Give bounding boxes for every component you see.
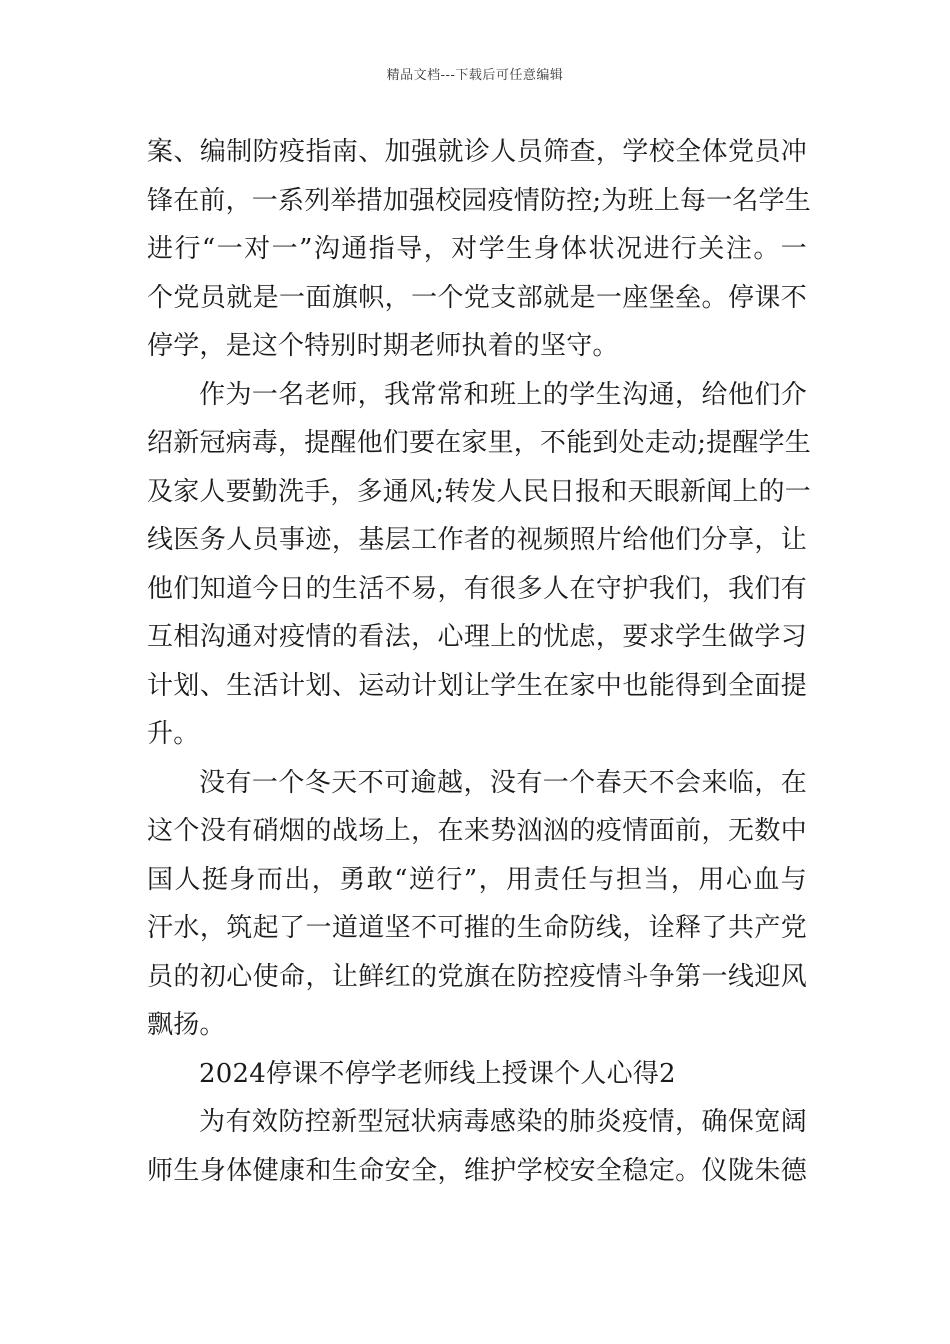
paragraph-prevention — [147, 1098, 807, 1195]
text-line: 师生身体健康和生命安全，维护学校安全稳定。仪陇朱德 — [147, 1155, 807, 1186]
text-line: 锋在前，一系列举措加强校园疫情防控;为班上每一名学生 — [147, 185, 811, 216]
text-line: 计划、生活计划、运动计划让学生在家中也能得到全面提 — [147, 670, 807, 701]
text-line: 没有一个冬天不可逾越，没有一个春天不会来临，在 — [199, 767, 807, 798]
section-heading — [147, 1050, 807, 1099]
heading-line: 2024停课不停学老师线上授课个人心得2 — [199, 1058, 676, 1089]
text-line: 国人挺身而出，勇敢“逆行”，用责任与担当，用心血与 — [147, 864, 807, 895]
paragraph-teacher-communication — [147, 371, 811, 759]
text-line: 及家人要勤洗手，多通风;转发人民日报和天眼新闻上的一 — [147, 476, 811, 507]
paragraph-continuation — [147, 128, 811, 371]
text-line: 停学，是这个特别时期老师执着的坚守。 — [147, 331, 619, 361]
document-body — [147, 128, 811, 1195]
text-line: 汗水，筑起了一道道坚不可摧的生命防线，诠释了共产党 — [147, 913, 807, 943]
text-line: 这个没有硝烟的战场上，在来势汹汹的疫情面前，无数中 — [147, 816, 807, 846]
text-line: 作为一名老师，我常常和班上的学生沟通，给他们介 — [199, 379, 807, 410]
paragraph-winter-spring — [147, 759, 807, 1050]
text-line: 线医务人员事迹，基层工作者的视频照片给他们分享，让 — [147, 525, 807, 555]
text-line: 飘扬。 — [147, 1010, 226, 1040]
text-line: 绍新冠病毒，提醒他们要在家里，不能到处走动;提醒学生 — [147, 428, 811, 458]
text-line: 他们知道今日的生活不易，有很多人在守护我们，我们有 — [147, 573, 807, 604]
text-line: 案、编制防疫指南、加强就诊人员筛查，学校全体党员冲 — [147, 137, 807, 167]
text-line: 升。 — [147, 719, 200, 749]
text-line: 为有效防控新型冠状病毒感染的肺炎疫情，确保宽阔 — [199, 1107, 807, 1137]
text-line: 互相沟通对疫情的看法，心理上的忧虑，要求学生做学习 — [147, 622, 807, 652]
text-line: 员的初心使命，让鲜红的党旗在防控疫情斗争第一线迎风 — [147, 961, 807, 992]
text-line: 个党员就是一面旗帜，一个党支部就是一座堡垒。停课不 — [147, 282, 807, 313]
page-header: 精品文档---下载后可任意编辑 — [386, 68, 564, 83]
text-line: 进行“一对一”沟通指导，对学生身体状况进行关注。一 — [147, 234, 807, 264]
